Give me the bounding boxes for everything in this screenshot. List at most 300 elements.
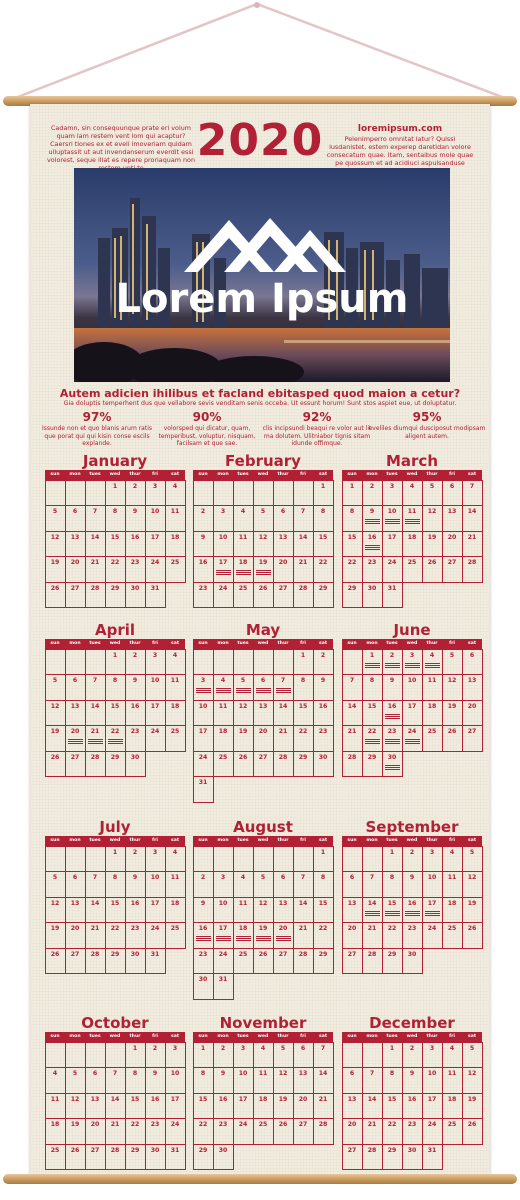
day-number: 30 <box>367 584 377 592</box>
month-title: September <box>365 818 459 836</box>
day-number: 16 <box>150 1095 160 1103</box>
day-cell <box>45 1144 66 1171</box>
day-cell <box>253 1042 274 1069</box>
day-cell <box>462 846 483 873</box>
day-cell <box>293 751 314 778</box>
day-number: 16 <box>387 702 397 710</box>
day-cell <box>105 556 126 583</box>
day-number: 15 <box>318 533 328 541</box>
day-number: 4 <box>240 874 246 881</box>
weekday-header <box>193 836 333 846</box>
day-number: 2 <box>220 1044 226 1052</box>
weekday-label: fri <box>449 641 455 646</box>
day-cell <box>85 725 106 752</box>
day-number: 17 <box>170 1095 180 1103</box>
header-right-text: Pelenimperro omnitat latur? Quissi iusdanistet, estem experep daretidan volore consecatum quae. Itam, sentaibus mole quae pe quossum et ad acidiuci aspulsanduse <box>326 135 474 167</box>
day-cell <box>382 700 403 727</box>
day-cell <box>342 700 363 727</box>
day-number: 17 <box>198 728 208 735</box>
day-number: 14 <box>90 702 100 710</box>
day-number: 5 <box>72 1070 78 1077</box>
day-number: 19 <box>50 925 60 932</box>
day-number: 2 <box>132 848 138 856</box>
day-number: 19 <box>70 1121 80 1128</box>
day-number: 18 <box>238 925 248 932</box>
day-number: 2 <box>320 651 326 659</box>
day-cell <box>342 674 363 701</box>
event-note <box>68 738 83 744</box>
day-cell <box>145 871 166 898</box>
weekday-label: tues <box>89 838 101 843</box>
day-number: 18 <box>447 1095 457 1103</box>
event-note <box>365 544 380 550</box>
day-number: 19 <box>427 533 437 541</box>
day-number: 2 <box>132 651 138 659</box>
day-number: 7 <box>300 508 306 515</box>
day-number: 20 <box>278 559 288 566</box>
event-note <box>196 687 211 693</box>
day-cell <box>145 649 166 676</box>
day-cell <box>313 846 334 873</box>
day-number: 8 <box>320 508 326 515</box>
day-cell <box>105 674 126 701</box>
day-number: 12 <box>467 874 477 881</box>
day-number: 10 <box>238 1070 248 1077</box>
day-cell <box>442 846 463 873</box>
day-number: 25 <box>258 1121 268 1128</box>
day-number: 29 <box>110 753 120 761</box>
day-cell <box>193 948 214 975</box>
day-number: 25 <box>170 925 180 932</box>
weekday-label: sun <box>198 838 208 843</box>
weekday-label: sun <box>50 838 60 843</box>
day-cell <box>422 531 443 558</box>
day-cell <box>85 674 106 701</box>
day-number: 11 <box>170 677 180 684</box>
day-number: 25 <box>427 728 437 735</box>
day-cell <box>422 897 443 924</box>
day-cell <box>422 846 443 873</box>
day-number: 12 <box>258 899 268 907</box>
day-cell <box>442 871 463 898</box>
day-number: 12 <box>427 508 437 515</box>
day-cell <box>125 674 146 701</box>
day-number: 24 <box>150 728 160 735</box>
day-cell <box>462 1093 483 1120</box>
day-cell <box>402 897 423 924</box>
day-cell <box>273 505 294 532</box>
month-title: January <box>82 452 148 470</box>
day-cell <box>45 751 66 778</box>
day-cell <box>362 871 383 898</box>
day-number: 24 <box>150 559 160 566</box>
day-cell <box>382 922 403 949</box>
day-cell <box>125 897 146 924</box>
day-cell <box>273 531 294 558</box>
day-number: 14 <box>110 1095 120 1103</box>
day-number: 20 <box>70 559 80 566</box>
day-grid <box>342 649 482 777</box>
day-cell <box>462 1067 483 1094</box>
weekday-header <box>342 1032 482 1042</box>
day-cell <box>253 1067 274 1094</box>
day-cell <box>85 1144 106 1171</box>
weekday-label: wed <box>257 1034 269 1039</box>
stat-block <box>368 410 486 440</box>
day-number: 13 <box>447 508 457 515</box>
month-february <box>193 452 333 608</box>
day-number: 23 <box>130 925 140 932</box>
day-number: 13 <box>298 1070 308 1077</box>
day-cell <box>382 480 403 507</box>
day-number: 7 <box>92 508 98 515</box>
day-cell <box>313 1067 334 1094</box>
event-note <box>256 569 271 575</box>
day-number: 12 <box>278 1070 288 1077</box>
day-number: 12 <box>258 533 268 541</box>
weekday-label: fri <box>152 472 158 477</box>
day-number: 25 <box>238 950 248 958</box>
empty-day-cell <box>342 649 363 676</box>
event-note <box>276 935 291 941</box>
day-number: 22 <box>387 925 397 932</box>
year-title: 2020 <box>196 115 324 166</box>
day-number: 26 <box>278 1121 288 1128</box>
weekday-label: wed <box>406 1034 418 1039</box>
day-number: 28 <box>467 559 477 566</box>
day-cell <box>213 897 234 924</box>
day-cell <box>233 1067 254 1094</box>
day-cell <box>125 649 146 676</box>
day-cell <box>125 556 146 583</box>
day-number: 30 <box>318 753 328 761</box>
day-number: 15 <box>110 702 120 710</box>
day-cell <box>402 531 423 558</box>
day-cell <box>402 480 423 507</box>
day-number: 2 <box>389 651 395 659</box>
day-cell <box>273 1118 294 1145</box>
day-number: 26 <box>70 1146 80 1154</box>
day-cell <box>342 1093 363 1120</box>
day-number: 17 <box>427 1095 437 1103</box>
day-cell <box>422 1144 443 1171</box>
day-cell <box>165 531 186 558</box>
day-cell <box>402 1118 423 1145</box>
empty-day-cell <box>65 846 86 873</box>
day-number: 14 <box>90 533 100 541</box>
day-cell <box>293 505 314 532</box>
calendar-banner <box>30 104 490 1178</box>
day-number: 10 <box>387 508 397 515</box>
day-number: 9 <box>132 508 138 515</box>
day-cell <box>85 505 106 532</box>
stat-percent: 95% <box>412 410 442 424</box>
day-number: 5 <box>240 677 246 684</box>
month-title: March <box>385 452 439 470</box>
day-number: 23 <box>387 728 397 735</box>
day-cell <box>342 480 363 507</box>
empty-day-cell <box>193 846 214 873</box>
weekday-label: sun <box>198 641 208 646</box>
day-cell <box>165 649 186 676</box>
day-cell <box>65 948 86 975</box>
day-cell <box>362 897 383 924</box>
day-cell <box>65 1067 86 1094</box>
day-cell <box>402 649 423 676</box>
day-cell <box>145 846 166 873</box>
day-cell <box>45 1067 66 1094</box>
day-cell <box>105 897 126 924</box>
event-note <box>236 687 251 693</box>
day-number: 6 <box>469 651 475 659</box>
day-number: 18 <box>258 1095 268 1103</box>
empty-day-cell <box>233 649 254 676</box>
day-cell <box>422 674 443 701</box>
day-number: 20 <box>90 1121 100 1128</box>
weekday-label: mon <box>69 641 81 646</box>
day-number: 29 <box>387 950 397 958</box>
day-cell <box>105 871 126 898</box>
day-number: 21 <box>298 559 308 566</box>
day-cell <box>362 480 383 507</box>
day-cell <box>273 725 294 752</box>
day-number: 4 <box>172 482 178 490</box>
weekday-label: tues <box>386 641 398 646</box>
day-number: 28 <box>298 950 308 958</box>
day-cell <box>422 505 443 532</box>
day-cell <box>105 1093 126 1120</box>
day-cell <box>125 531 146 558</box>
day-cell <box>85 1118 106 1145</box>
day-cell <box>253 505 274 532</box>
day-grid <box>193 1042 333 1170</box>
day-number: 18 <box>50 1121 60 1128</box>
day-cell <box>313 674 334 701</box>
day-number: 6 <box>449 482 455 490</box>
weekday-label: sat <box>318 472 328 477</box>
day-number: 27 <box>70 950 80 958</box>
day-number: 27 <box>298 1121 308 1128</box>
day-number: 9 <box>200 899 206 907</box>
day-grid <box>45 846 185 974</box>
day-number: 10 <box>218 899 228 907</box>
day-cell <box>462 1118 483 1145</box>
month-title: February <box>225 452 301 470</box>
day-cell <box>273 1067 294 1094</box>
day-cell <box>422 480 443 507</box>
day-number: 4 <box>172 651 178 659</box>
day-number: 26 <box>50 753 60 761</box>
day-cell <box>313 1042 334 1069</box>
day-cell <box>65 751 86 778</box>
day-cell <box>293 649 314 676</box>
day-cell <box>145 700 166 727</box>
month-title: May <box>245 621 281 639</box>
day-cell <box>273 751 294 778</box>
day-number: 21 <box>90 728 100 735</box>
day-grid <box>45 480 185 608</box>
day-cell <box>402 725 423 752</box>
day-cell <box>105 846 126 873</box>
event-note <box>365 518 380 524</box>
day-cell <box>462 480 483 507</box>
day-number: 22 <box>110 559 120 566</box>
day-grid <box>342 480 482 608</box>
day-cell <box>213 751 234 778</box>
day-number: 20 <box>447 533 457 541</box>
weekday-label: fri <box>152 1034 158 1039</box>
day-number: 5 <box>469 1044 475 1052</box>
day-grid <box>342 1042 482 1170</box>
day-cell <box>273 897 294 924</box>
day-cell <box>105 582 126 609</box>
day-cell <box>253 531 274 558</box>
empty-day-cell <box>85 649 106 676</box>
day-number: 13 <box>258 702 268 710</box>
weekday-label: thur <box>129 1034 141 1039</box>
day-number: 9 <box>409 874 415 881</box>
day-cell <box>402 1093 423 1120</box>
day-cell <box>125 751 146 778</box>
day-number: 25 <box>447 925 457 932</box>
weekday-label: thur <box>426 472 438 477</box>
day-number: 27 <box>278 584 288 592</box>
day-cell <box>253 556 274 583</box>
day-cell <box>382 531 403 558</box>
day-number: 8 <box>389 874 395 881</box>
day-number: 17 <box>150 702 160 710</box>
empty-day-cell <box>342 846 363 873</box>
weekday-label: sun <box>347 641 357 646</box>
day-number: 11 <box>50 1095 60 1103</box>
day-cell <box>362 1144 383 1171</box>
empty-day-cell <box>193 649 214 676</box>
day-grid <box>193 480 333 608</box>
day-cell <box>145 480 166 507</box>
event-note <box>425 910 440 916</box>
day-cell <box>402 556 423 583</box>
weekday-label: fri <box>449 1034 455 1039</box>
day-number: 9 <box>220 1070 226 1077</box>
day-number: 30 <box>150 1146 160 1154</box>
day-number: 23 <box>130 559 140 566</box>
day-number: 28 <box>318 1121 328 1128</box>
day-cell <box>422 725 443 752</box>
day-number: 25 <box>407 559 417 566</box>
day-number: 27 <box>278 950 288 958</box>
day-cell <box>422 1118 443 1145</box>
day-cell <box>125 700 146 727</box>
weekday-label: sun <box>50 1034 60 1039</box>
day-number: 20 <box>278 925 288 932</box>
day-number: 17 <box>238 1095 248 1103</box>
day-cell <box>193 973 214 1000</box>
weekday-label: wed <box>406 641 418 646</box>
day-cell <box>273 922 294 949</box>
day-number: 12 <box>467 1070 477 1077</box>
day-cell <box>462 1042 483 1069</box>
weekday-label: wed <box>257 641 269 646</box>
day-number: 28 <box>347 753 357 761</box>
weekday-label: thur <box>129 641 141 646</box>
day-number: 13 <box>278 899 288 907</box>
day-number: 16 <box>198 925 208 932</box>
day-cell <box>145 897 166 924</box>
day-cell <box>105 1118 126 1145</box>
day-number: 28 <box>110 1146 120 1154</box>
day-number: 25 <box>170 559 180 566</box>
day-cell <box>253 725 274 752</box>
day-cell <box>402 700 423 727</box>
day-cell <box>193 531 214 558</box>
month-march <box>342 452 482 608</box>
day-cell <box>45 948 66 975</box>
day-number: 8 <box>112 874 118 881</box>
day-cell <box>313 871 334 898</box>
month-title: November <box>219 1014 307 1032</box>
day-cell <box>382 674 403 701</box>
day-number: 9 <box>369 508 375 515</box>
day-cell <box>193 725 214 752</box>
day-number: 15 <box>198 1095 208 1103</box>
day-number: 22 <box>110 728 120 735</box>
day-number: 1 <box>112 848 118 856</box>
day-number: 4 <box>260 1044 266 1052</box>
empty-day-cell <box>85 480 106 507</box>
day-cell <box>125 871 146 898</box>
day-number: 11 <box>427 677 437 684</box>
day-cell <box>293 1118 314 1145</box>
event-note <box>405 662 420 668</box>
weekday-label: mon <box>366 641 378 646</box>
day-number: 8 <box>389 1070 395 1077</box>
day-number: 5 <box>52 677 58 684</box>
day-cell <box>213 1042 234 1069</box>
weekday-label: mon <box>366 838 378 843</box>
day-cell <box>45 531 66 558</box>
day-cell <box>193 674 214 701</box>
day-number: 26 <box>467 1121 477 1128</box>
day-number: 17 <box>407 702 417 710</box>
day-cell <box>273 556 294 583</box>
day-number: 10 <box>427 1070 437 1077</box>
day-number: 11 <box>447 874 457 881</box>
day-cell <box>145 531 166 558</box>
day-number: 19 <box>238 728 248 735</box>
month-may <box>193 621 333 802</box>
day-number: 14 <box>278 702 288 710</box>
day-cell <box>145 725 166 752</box>
weekday-label: thur <box>426 1034 438 1039</box>
day-number: 22 <box>130 1121 140 1128</box>
day-cell <box>105 531 126 558</box>
day-number: 31 <box>427 1146 437 1154</box>
weekday-label: fri <box>300 838 306 843</box>
day-cell <box>65 582 86 609</box>
day-number: 21 <box>318 1095 328 1103</box>
weekday-label: tues <box>237 838 249 843</box>
day-cell <box>422 922 443 949</box>
day-cell <box>193 897 214 924</box>
day-cell <box>462 897 483 924</box>
day-number: 8 <box>349 508 355 515</box>
day-cell <box>293 531 314 558</box>
day-cell <box>213 948 234 975</box>
event-note <box>236 569 251 575</box>
empty-day-cell <box>85 1042 106 1069</box>
day-cell <box>253 897 274 924</box>
day-number: 3 <box>152 651 158 659</box>
